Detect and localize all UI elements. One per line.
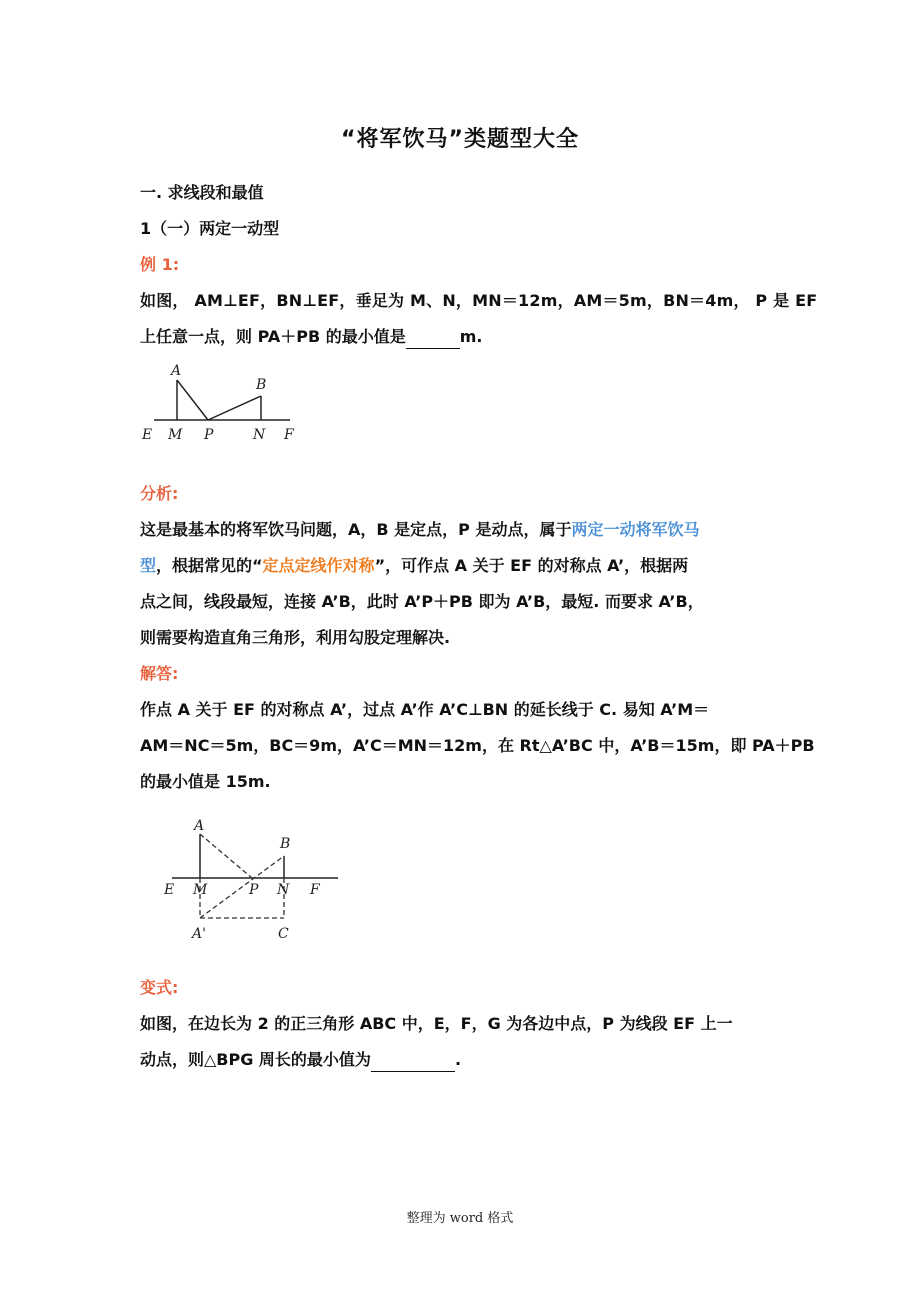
label-b: B: [256, 377, 267, 393]
analysis-text: ”，可作点 A 关于 EF 的对称点 A’，根据两: [374, 556, 689, 575]
label-m: M: [168, 427, 183, 443]
label-e: E: [164, 882, 175, 898]
label-a-prime: A': [192, 926, 206, 942]
analysis-label: 分析:: [140, 484, 179, 503]
analysis-text: ，根据常见的“: [156, 556, 263, 575]
highlight-type-end: 型: [140, 556, 157, 575]
label-a: A: [171, 363, 182, 379]
figure-1-diagram: [140, 360, 310, 450]
segment-ap-dashed: [200, 834, 252, 878]
label-m: M: [193, 882, 208, 898]
analysis-line-3: 点之间，线段最短，连接 A’B，此时 A’P＋PB 即为 A’B，最短. 而要求 A’B，: [140, 592, 704, 611]
question-text: 上任意一点，则 PA＋PB 的最小值是: [140, 327, 406, 346]
question-unit: m.: [459, 327, 483, 346]
label-p: P: [249, 882, 259, 898]
variant-text: 动点，则△BPG 周长的最小值为: [140, 1050, 371, 1069]
answer-blank: [406, 326, 460, 349]
highlight-method: 定点定线作对称: [262, 556, 375, 575]
subsection-heading: 1（一）两定一动型: [140, 219, 280, 238]
answer-blank: [371, 1049, 455, 1072]
example-question-line-1: 如图， AM⊥EF，BN⊥EF，垂足为 M、N，MN＝12m，AM＝5m，BN＝4m， P 是 EF: [140, 291, 818, 310]
page-title: “将军饮马”类题型大全: [341, 127, 579, 152]
solution-line-3: 的最小值是 15m.: [140, 772, 271, 791]
figure-2-diagram: [160, 812, 360, 952]
label-e: E: [142, 427, 153, 443]
variant-period: .: [454, 1050, 462, 1069]
variant-line-1: 如图，在边长为 2 的正三角形 ABC 中，E，F，G 为各边中点，P 为线段 EF 上一: [140, 1014, 733, 1033]
variant-line-2: [140, 1049, 790, 1072]
label-f: F: [310, 882, 320, 898]
solution-line-2: AM＝NC＝5m，BC＝9m，A’C＝MN＝12m，在 Rt△A’BC 中，A’B＝15m，即 PA＋PB: [140, 736, 815, 755]
example-question-line-2: [140, 326, 790, 349]
segment-pb: [208, 396, 261, 420]
label-f: F: [284, 427, 294, 443]
analysis-line-4: 则需要构造直角三角形，利用勾股定理解决.: [140, 628, 451, 647]
segment-a2b-dashed: [200, 856, 284, 918]
label-n: N: [277, 882, 290, 898]
analysis-line-1: [140, 519, 790, 541]
label-a: A: [194, 818, 205, 834]
solution-line-1: 作点 A 关于 EF 的对称点 A’，过点 A’作 A’C⊥BN 的延长线于 C. 易知 A’M＝: [140, 700, 710, 719]
label-n: N: [253, 427, 266, 443]
analysis-text: 这是最基本的将军饮马问题，A，B 是定点，P 是动点，属于: [140, 520, 572, 539]
highlight-type: 两定一动将军饮马: [571, 520, 700, 539]
variant-label: 变式:: [140, 978, 179, 997]
page-footer: 整理为 word 格式: [406, 1211, 514, 1226]
segment-ap: [177, 380, 208, 420]
analysis-line-2: [140, 555, 790, 577]
solution-label: 解答:: [140, 664, 179, 683]
example-label: 例 1:: [140, 255, 180, 274]
label-b: B: [280, 836, 291, 852]
section-heading: 一. 求线段和最值: [140, 183, 264, 202]
label-p: P: [204, 427, 214, 443]
label-c: C: [278, 926, 289, 942]
